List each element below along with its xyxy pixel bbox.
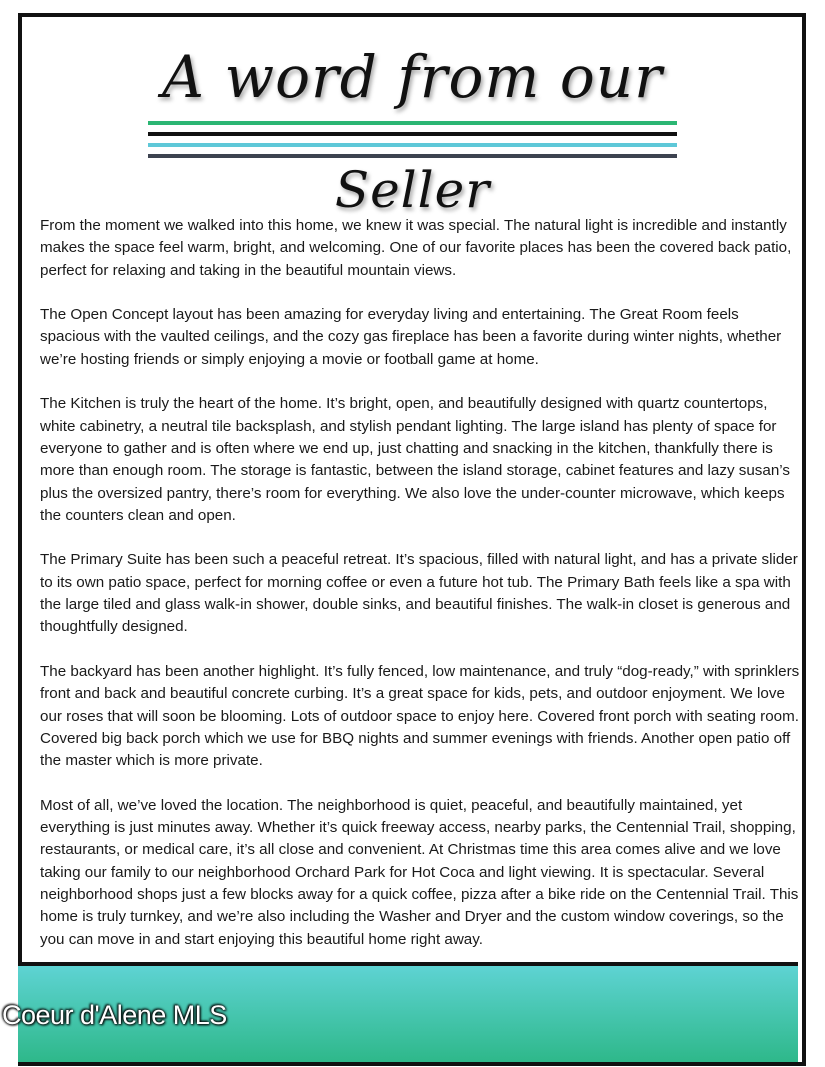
letter-paragraph: From the moment we walked into this home, we knew it was special. The natural light is incredible and instantly makes the space feel warm, bright, and welcoming. One of our favorite places has been the covered back patio, perfect for relaxing and taking in the beautiful mountain views. xyxy=(40,217,792,279)
letter-paragraph: The Primary Suite has been such a peaceful retreat. It’s spacious, filled with natural light, and has a private slider to its own patio space, perfect for morning coffee or even a future hot tub. The Primary Bath feels like a spa with the large tiled and glass walk-in shower, double sinks, and beautiful finishes. The walk-in closet is generous and thoughtfully designed. xyxy=(40,551,798,636)
letter-paragraph: The backyard has been another highlight. It’s fully fenced, low maintenance, and truly “dog-ready,” with sprinklers front and back and beautiful concrete curbing. It’s a great space for kids, pets, and outdoor enjoyment. We love our roses that will soon be blooming. Lots of outdoor space to enjoy here. Covered front porch with seating room. Covered big back porch which we use for BBQ nights and summer evenings with friends. Another open patio off the master which is more private. xyxy=(40,662,800,770)
decorative-stripe-black xyxy=(148,132,677,136)
letter-paragraph: The Open Concept layout has been amazing for everyday living and entertaining. The Great Room feels spacious with the vaulted ceilings, and the cozy gas fireplace has been a favorite during winter nights, whether we’re hosting friends or simply enjoying a movie or football game at home. xyxy=(40,306,782,368)
seller-letter xyxy=(40,215,802,973)
decorative-stripe-slate xyxy=(148,154,677,158)
letter-paragraph: The Kitchen is truly the heart of the home. It’s bright, open, and beautifully designed with quartz countertops, white cabinetry, a neutral tile backsplash, and stylish pendant lighting. The large island has plenty of space for everyone to gather and is often where we end up, just chatting and snacking in the kitchen, thankfully there is more than enough room. The storage is fantastic, between the island storage, cabinet features and lazy susan’s plus the oversized pantry, there’s room for everything. We also love the under-counter microwave, which keeps the counters clean and open. xyxy=(40,395,790,524)
letter-paragraph: Most of all, we’ve loved the location. The neighborhood is quiet, peaceful, and beautifully maintained, yet everything is just minutes away. Whether it’s quick freeway access, nearby parks, the Centennial Trail, shopping, restaurants, or medical care, it’s all close and convenient. At Christmas time this area comes alive and we love taking our family to our neighborhood Orchard Park for Hot Coca and light viewing. It is spectacular. Several neighborhood shops just a few blocks away for a quick coffee, pizza after a bike ride on the Centennial Trail. This home is truly turnkey, and we’re also including the Washer and Dryer and the custom window coverings, so the you can move in and start enjoying this beautiful home right away. xyxy=(40,796,799,948)
page-title: A word from our xyxy=(162,43,663,111)
decorative-stripe-cyan xyxy=(148,143,677,147)
page-title-subtitle: Seller xyxy=(334,161,491,219)
footer-brand: Coeur d'Alene MLS xyxy=(2,1000,227,1030)
decorative-stripe-green xyxy=(148,121,677,125)
